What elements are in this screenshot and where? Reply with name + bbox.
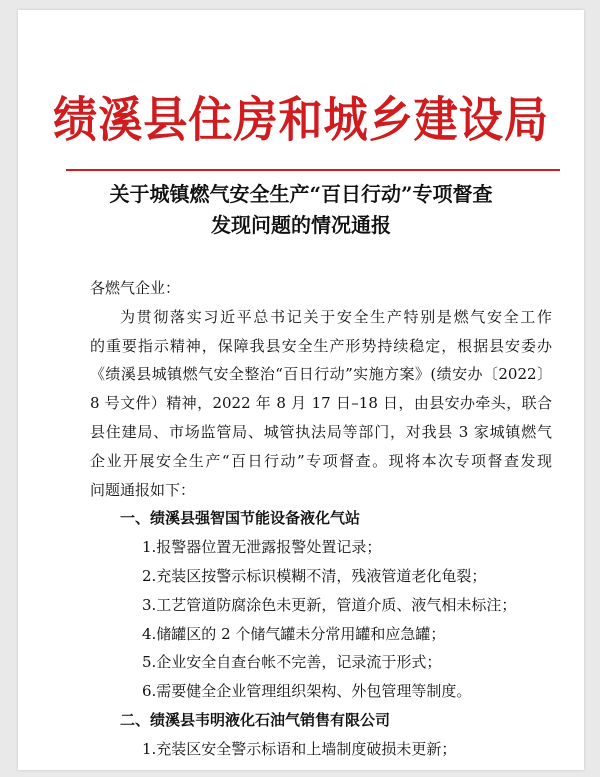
issue-item: 2.充装区按警示标识模糊不清，残液管道老化龟裂； bbox=[142, 566, 487, 585]
salutation: 各燃气企业： bbox=[90, 279, 181, 297]
intro-line: 的重要指示精神，保障我县安全生产形势持续稳定，根据县安委办 bbox=[90, 336, 552, 355]
intro-line: 为贯彻落实习近平总书记关于安全生产特别是燃气安全工作 bbox=[120, 307, 552, 326]
section-heading-2: 二、绩溪县韦明液化石油气销售有限公司 bbox=[120, 710, 391, 729]
issue-item: 1.充装区安全警示标语和上墙制度破损未更新； bbox=[142, 739, 457, 758]
intro-line: 企业开展安全生产“百日行动”专项督查。现将本次专项督查发现 bbox=[90, 451, 552, 470]
issue-item: 3.工艺管道防腐涂色未更新，管道介质、液气相未标注； bbox=[142, 595, 517, 614]
issue-item: 1.报警器位置无泄露报警处置记录； bbox=[142, 538, 382, 557]
issue-item: 5.企业安全自查台帐不完善，记录流于形式； bbox=[142, 653, 442, 672]
document-title-line-2: 发现问题的情况通报 bbox=[211, 213, 391, 237]
intro-line: 县住建局、市场监管局、城管执法局等部门，对我县 3 家城镇燃气 bbox=[90, 422, 552, 441]
letterhead-red-rule bbox=[66, 169, 560, 171]
document-body bbox=[90, 274, 552, 764]
issue-item: 4.储罐区的 2 个储气罐未分常用罐和应急罐； bbox=[142, 624, 446, 643]
section-heading-1: 一、绩溪县强智国节能设备液化气站 bbox=[120, 509, 361, 528]
agency-letterhead: 绩溪县住房和城乡建设局 bbox=[53, 92, 549, 148]
issue-item: 6.需要健全企业管理组织架构、外包管理等制度。 bbox=[142, 682, 472, 701]
intro-line: 8 号文件）精神，2022 年 8 月 17 日–18 日，由县安办牵头，联合 bbox=[90, 394, 552, 413]
intro-line: 《绩溪县城镇燃气安全整治“百日行动”实施方案》(绩安办〔2022〕 bbox=[90, 365, 552, 384]
document-title-line-1: 关于城镇燃气安全生产“百日行动”专项督查 bbox=[109, 182, 493, 206]
document-page bbox=[18, 10, 584, 770]
intro-line: 问题通报如下： bbox=[90, 480, 196, 499]
